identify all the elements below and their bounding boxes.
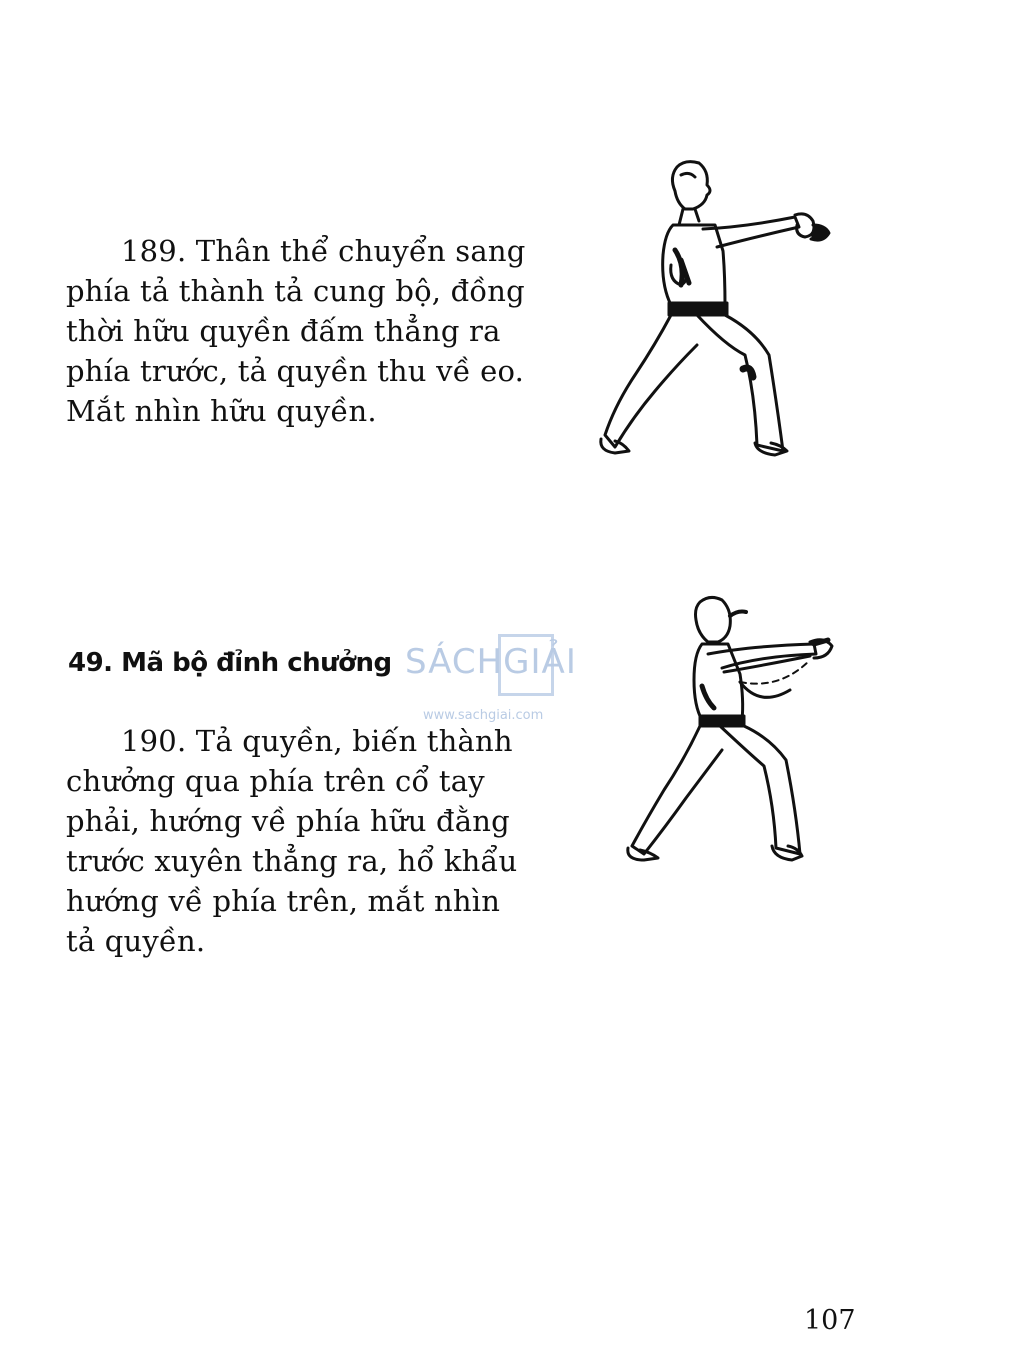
paragraph-190 [66, 721, 550, 961]
text-line: 189. Thân thể chuyển sang [121, 234, 526, 268]
text-line: chưởng qua phía trên cổ tay [66, 764, 485, 798]
watermark-logo [405, 632, 615, 732]
text-line: Mắt nhìn hữu quyền. [66, 394, 377, 428]
paragraph-189 [66, 231, 548, 431]
watermark-brand: SÁCHGIẢI [405, 642, 577, 682]
section-heading: 49. Mã bộ đỉnh chưởng [68, 648, 392, 678]
text-line: thời hữu quyền đấm thẳng ra [66, 314, 501, 348]
text-line: tả quyền. [66, 924, 206, 958]
text-line: phía tả thành tả cung bộ, đồng [66, 274, 525, 308]
martial-arts-figure-190-icon [610, 590, 850, 870]
page-number: 107 [804, 1305, 856, 1336]
watermark-url: www.sachgiai.com [423, 708, 544, 723]
text-line: phải, hướng về phía hữu đằng [66, 804, 510, 838]
text-line: phía trước, tả quyền thu về eo. [66, 354, 525, 388]
text-line: trước xuyên thẳng ra, hổ khẩu [66, 844, 518, 878]
martial-arts-figure-189-icon [585, 155, 850, 465]
text-line: 190. Tả quyền, biến thành [121, 724, 513, 758]
text-line: hướng về phía trên, mắt nhìn [66, 884, 501, 918]
